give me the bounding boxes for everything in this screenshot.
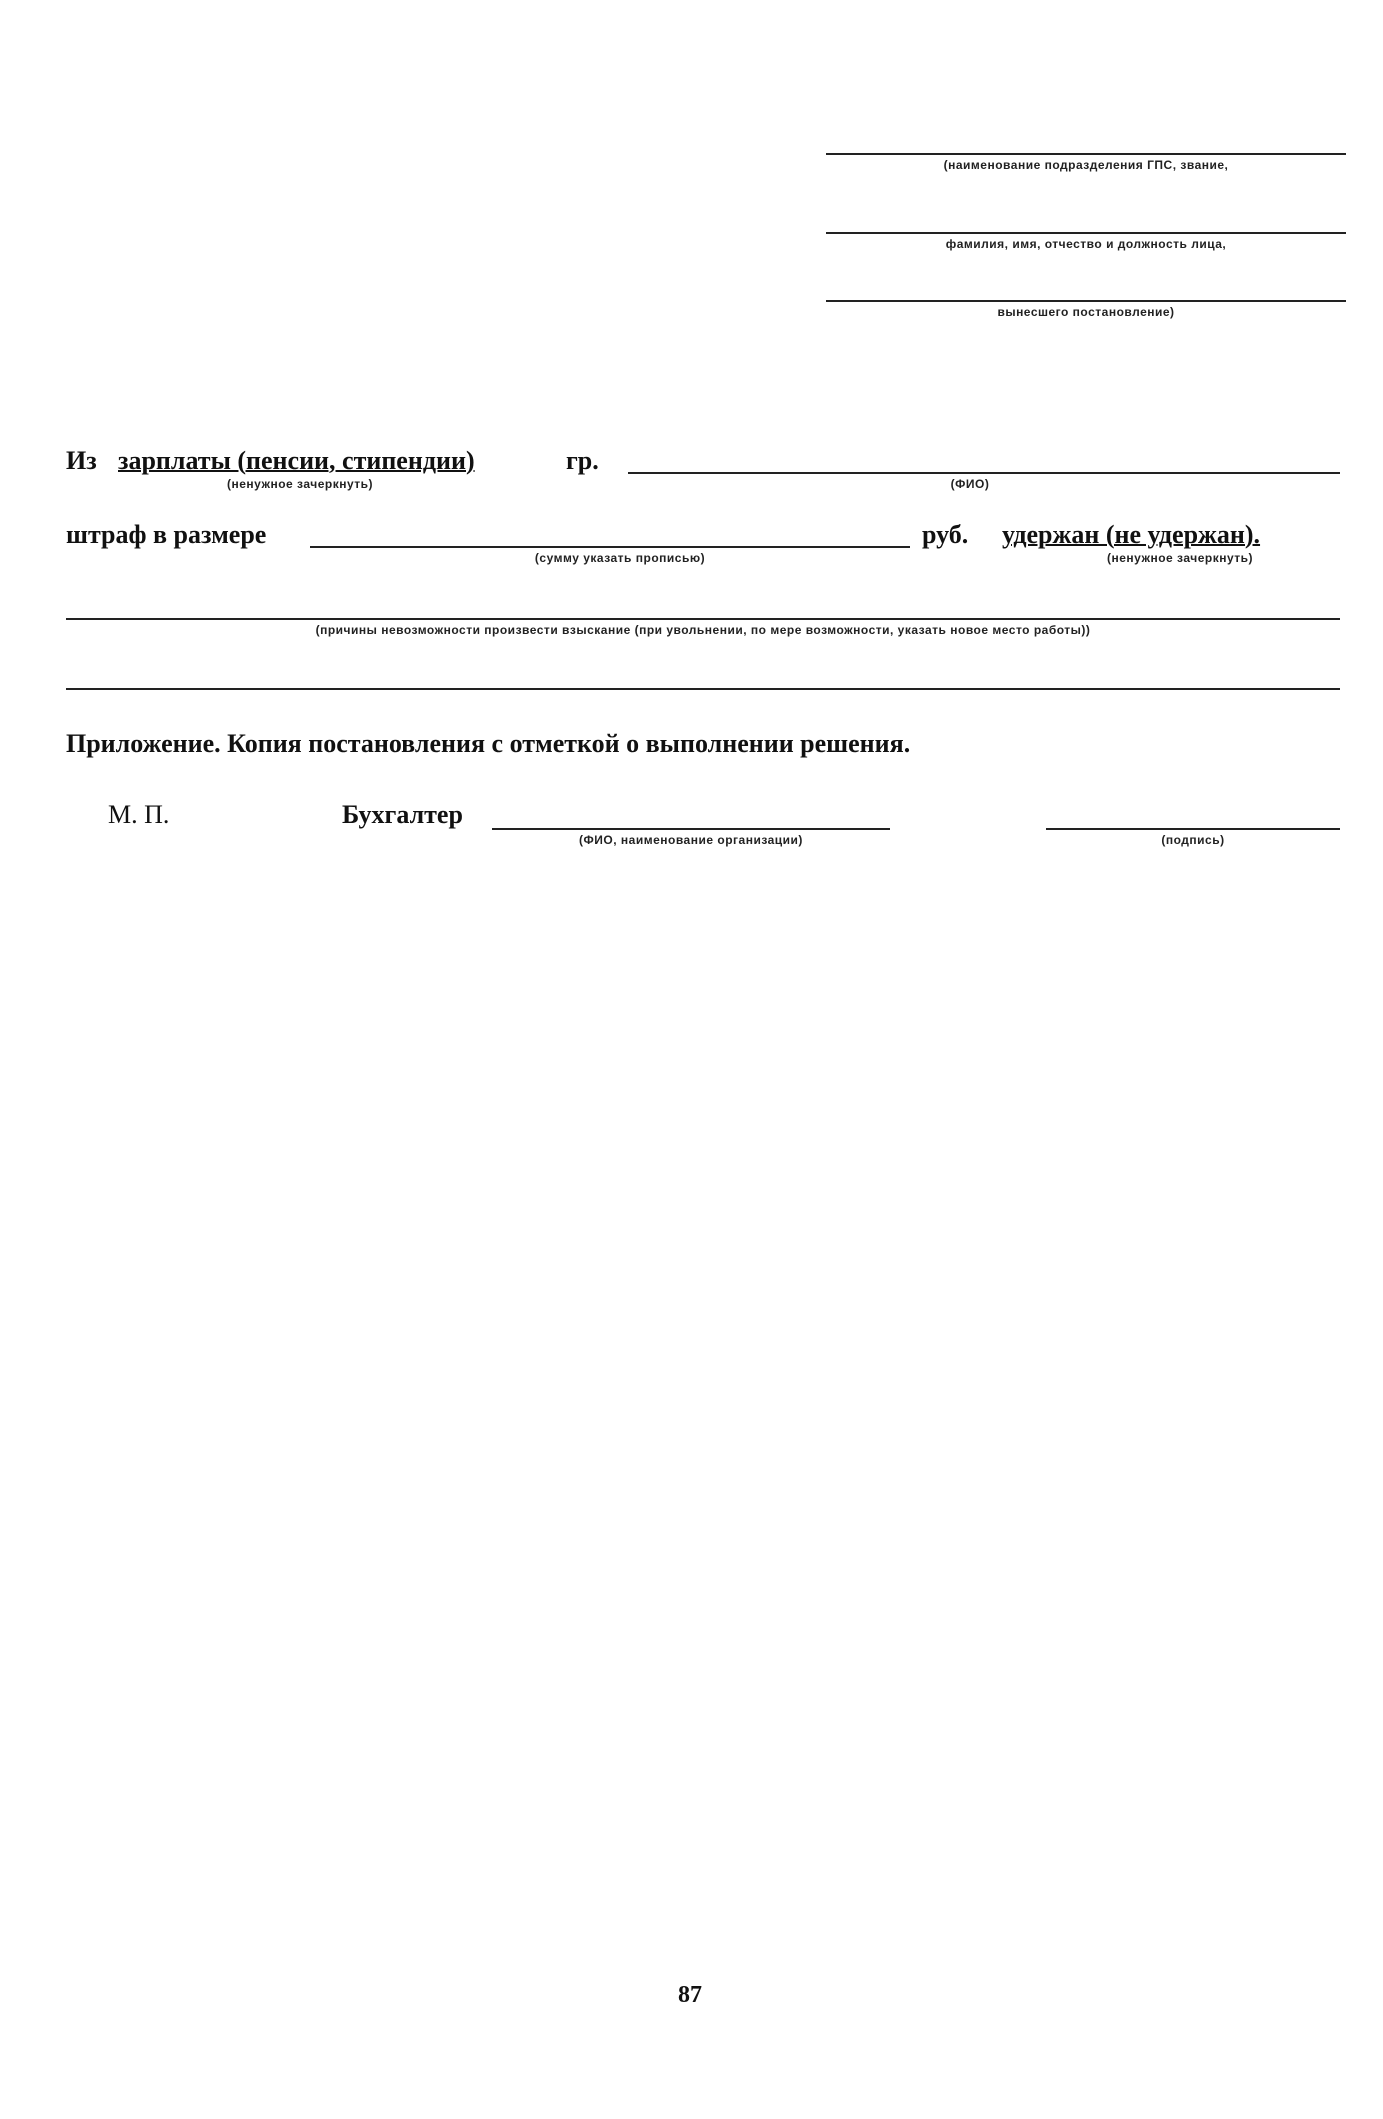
row1-caption-fio: (ФИО) <box>950 477 990 491</box>
header-caption-1: (наименование подразделения ГПС, звание, <box>943 158 1229 172</box>
row2-rub: руб. <box>922 520 969 549</box>
row2-caption-amount: (сумму указать прописью) <box>534 551 706 565</box>
page-number: 87 <box>678 1982 702 2008</box>
header-line-3 <box>826 300 1346 302</box>
row3-reason-line <box>66 618 1340 620</box>
row2-prefix: штраф в размере <box>66 520 267 549</box>
row3-caption: (причины невозможности произвести взыскание (при увольнении, по мере возможности, указать новое место работы)) <box>315 623 1091 637</box>
row1-prefix: Из <box>66 446 97 475</box>
row1-caption-strike: (ненужное зачеркнуть) <box>226 477 374 491</box>
row2-status: удержан (не удержан). <box>1002 520 1261 549</box>
header-line-1 <box>826 153 1346 155</box>
row2-caption-strike: (ненужное зачеркнуть) <box>1106 551 1254 565</box>
accountant-label: Бухгалтер <box>342 800 463 829</box>
accountant-fio-line <box>492 828 890 830</box>
accountant-caption-fio: (ФИО, наименование организации) <box>579 833 803 847</box>
row1-fio-line <box>628 472 1340 474</box>
stamp-place-label: М. П. <box>108 800 170 829</box>
row1-income-type: зарплаты (пенсии, стипендии) <box>118 446 475 475</box>
header-line-2 <box>826 232 1346 234</box>
row2-amount-line <box>310 546 910 548</box>
header-caption-3: вынесшего постановление) <box>997 305 1175 319</box>
header-caption-2: фамилия, имя, отчество и должность лица, <box>945 237 1227 251</box>
row1-gr: гр. <box>566 446 599 475</box>
appendix-text: Приложение. Копия постановления с отметкой о выполнении решения. <box>66 729 911 758</box>
signature-caption: (подпись) <box>1161 833 1225 847</box>
signature-line <box>1046 828 1340 830</box>
row4-blank-line <box>66 688 1340 690</box>
